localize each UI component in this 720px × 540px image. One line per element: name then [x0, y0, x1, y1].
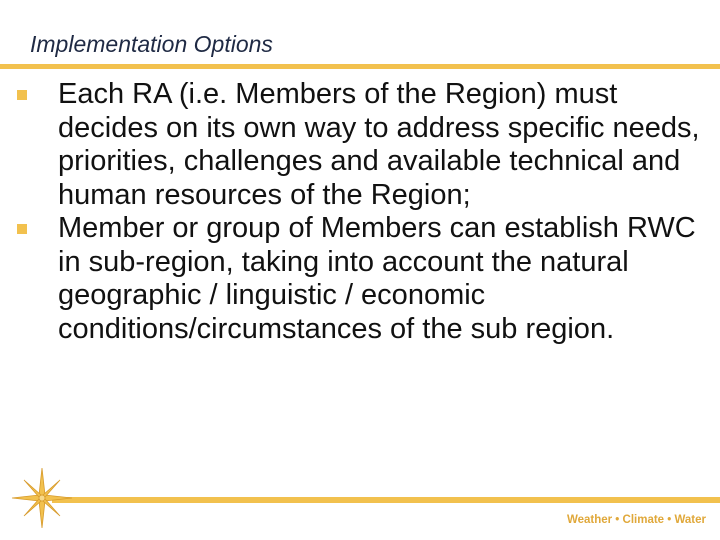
footer-divider [52, 497, 720, 503]
square-bullet-icon [17, 224, 27, 234]
bullet-text: Each RA (i.e. Members of the Region) must decides on its own way to address specific needs, priorities, challenges and available technical and human resources of the Region; [58, 78, 700, 211]
slide-title: Implementation Options [30, 31, 273, 57]
bullet-text: Member or group of Members can establish RWC in sub-region, taking into account the natural geographic / linguistic / economic conditions/circumstances of the sub region. [58, 212, 696, 345]
compass-star-icon [10, 466, 74, 530]
bullet-list [0, 78, 720, 346]
bullet-item [0, 78, 720, 212]
title-divider [0, 64, 720, 69]
footer-tagline: Weather • Climate • Water [566, 514, 706, 526]
square-bullet-icon [17, 90, 27, 100]
bullet-item [0, 212, 720, 346]
